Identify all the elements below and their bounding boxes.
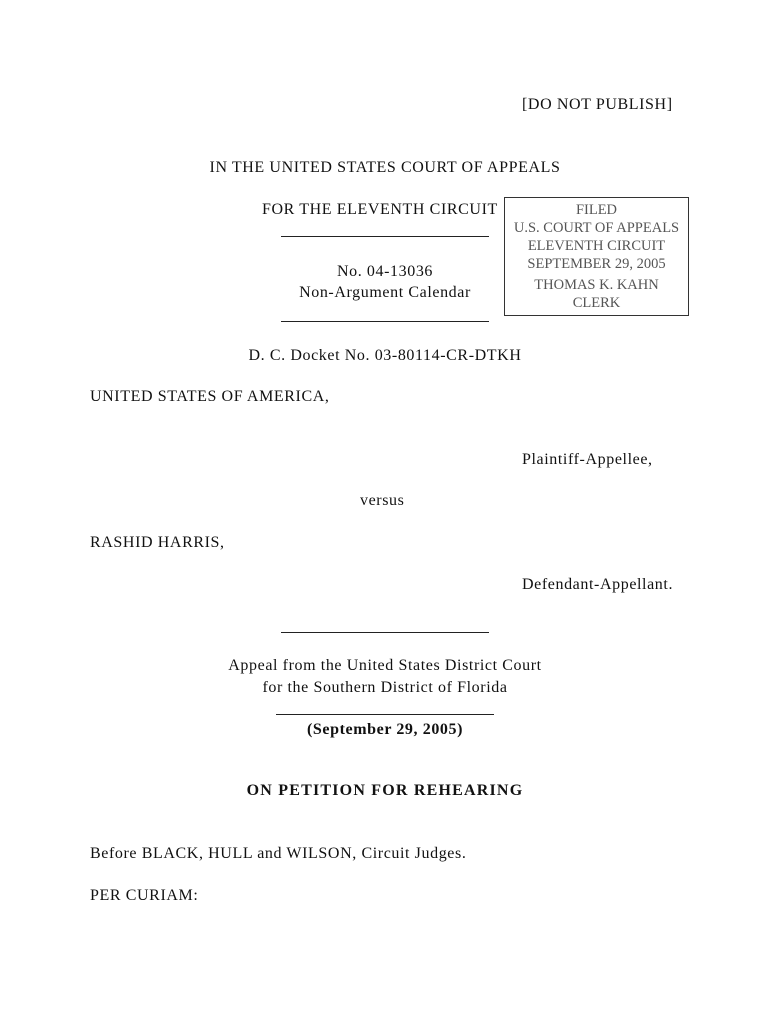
appeal-origin: Appeal from the United States District Court: [228, 657, 542, 674]
defendant-role: Defendant-Appellant.: [522, 576, 674, 593]
divider-rule: [281, 236, 489, 237]
publish-status: [DO NOT PUBLISH]: [522, 96, 673, 113]
plaintiff-role: Plaintiff-Appellee,: [522, 451, 653, 468]
divider-rule: [276, 714, 494, 715]
divider-rule: [281, 321, 489, 322]
defendant-name: RASHID HARRIS,: [90, 534, 225, 551]
petition-heading: ON PETITION FOR REHEARING: [246, 782, 524, 799]
versus-label: versus: [360, 492, 405, 509]
stamp-filed: FILED: [575, 202, 618, 218]
court-name: IN THE UNITED STATES COURT OF APPEALS: [209, 159, 561, 176]
stamp-date: SEPTEMBER 29, 2005: [527, 256, 666, 272]
per-curiam: PER CURIAM:: [90, 887, 199, 904]
filed-stamp: [504, 197, 689, 316]
stamp-clerk-name: THOMAS K. KAHN: [534, 277, 659, 293]
stamp-court: U.S. COURT OF APPEALS: [513, 220, 680, 236]
decision-date: (September 29, 2005): [306, 721, 464, 738]
panel-judges: Before BLACK, HULL and WILSON, Circuit Judges.: [90, 845, 467, 862]
stamp-clerk-title: CLERK: [572, 295, 621, 311]
calendar-type: Non-Argument Calendar: [299, 284, 471, 301]
case-number: No. 04-13036: [336, 263, 434, 280]
divider-rule: [281, 632, 489, 633]
circuit-name: FOR THE ELEVENTH CIRCUIT: [262, 201, 498, 218]
stamp-circuit: ELEVENTH CIRCUIT: [527, 238, 666, 254]
docket-number: D. C. Docket No. 03-80114-CR-DTKH: [248, 347, 522, 364]
plaintiff-name: UNITED STATES OF AMERICA,: [90, 388, 330, 405]
appeal-district: for the Southern District of Florida: [262, 679, 508, 696]
